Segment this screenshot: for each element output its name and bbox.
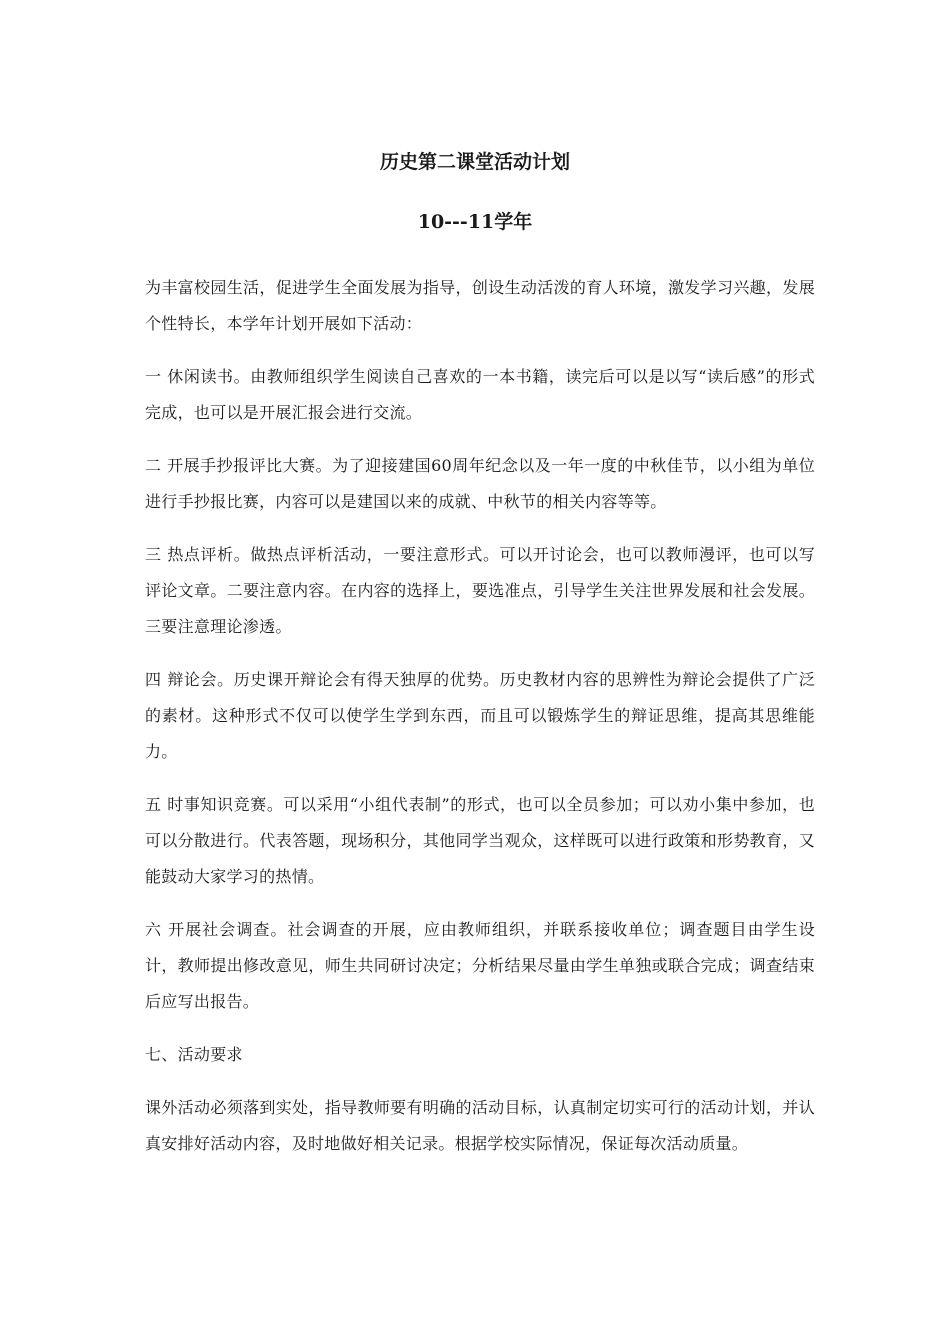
activity-hot-topic-paragraph: 三 热点评析。做热点评析活动，一要注意形式。可以开讨论会，也可以教师漫评，也可以写评论文章。二要注意内容。在内容的选择上，要选准点，引导学生关注世界发展和社会发展。三要注意理论渗透。 [145, 545, 815, 636]
requirements-paragraph: 课外活动必须落到实处，指导教师要有明确的活动目标，认真制定切实可行的活动计划，并认真安排好活动内容，及时地做好相关记录。根据学校实际情况，保证每次活动质量。 [145, 1098, 815, 1153]
document-title: 历史第二课堂活动计划 [379, 151, 570, 173]
activity-handwritten-newspaper-paragraph: 二 开展手抄报评比大赛。为了迎接建国60周年纪念以及一年一度的中秋佳节，以小组为单位进行手抄报比赛，内容可以是建国以来的成就、中秋节的相关内容等等。 [145, 456, 815, 511]
activity-debate-paragraph: 四 辩论会。历史课开辩论会有得天独厚的优势。历史教材内容的思辨性为辩论会提供了广泛的素材。这种形式不仅可以使学生学到东西，而且可以锻炼学生的辩证思维，提高其思维能力。 [145, 670, 815, 761]
requirements-heading: 七、活动要求 [145, 1045, 243, 1064]
activity-reading-paragraph: 一 休闲读书。由教师组织学生阅读自己喜欢的一本书籍，读完后可以是以写“读后感”的形式完成，也可以是开展汇报会进行交流。 [145, 367, 815, 422]
intro-paragraph: 为丰富校园生活，促进学生全面发展为指导，创设生动活泼的育人环境，激发学习兴趣，发展个性特长，本学年计划开展如下活动： [145, 278, 815, 333]
document-subtitle: 10---11学年 [417, 211, 533, 233]
document-body [145, 270, 815, 1179]
activity-survey-paragraph: 六 开展社会调查。社会调查的开展，应由教师组织，并联系接收单位；调查题目由学生设计，教师提出修改意见，师生共同研讨决定；分析结果尽量由学生单独或联合完成；调查结束后应写出报告。 [145, 920, 815, 1011]
activity-quiz-paragraph: 五 时事知识竞赛。可以采用“小组代表制”的形式，也可以全员参加；可以劝小集中参加，也可以分散进行。代表答题，现场积分，其他同学当观众，这样既可以进行政策和形势教育，又能鼓动大家学习的热情。 [145, 795, 815, 886]
